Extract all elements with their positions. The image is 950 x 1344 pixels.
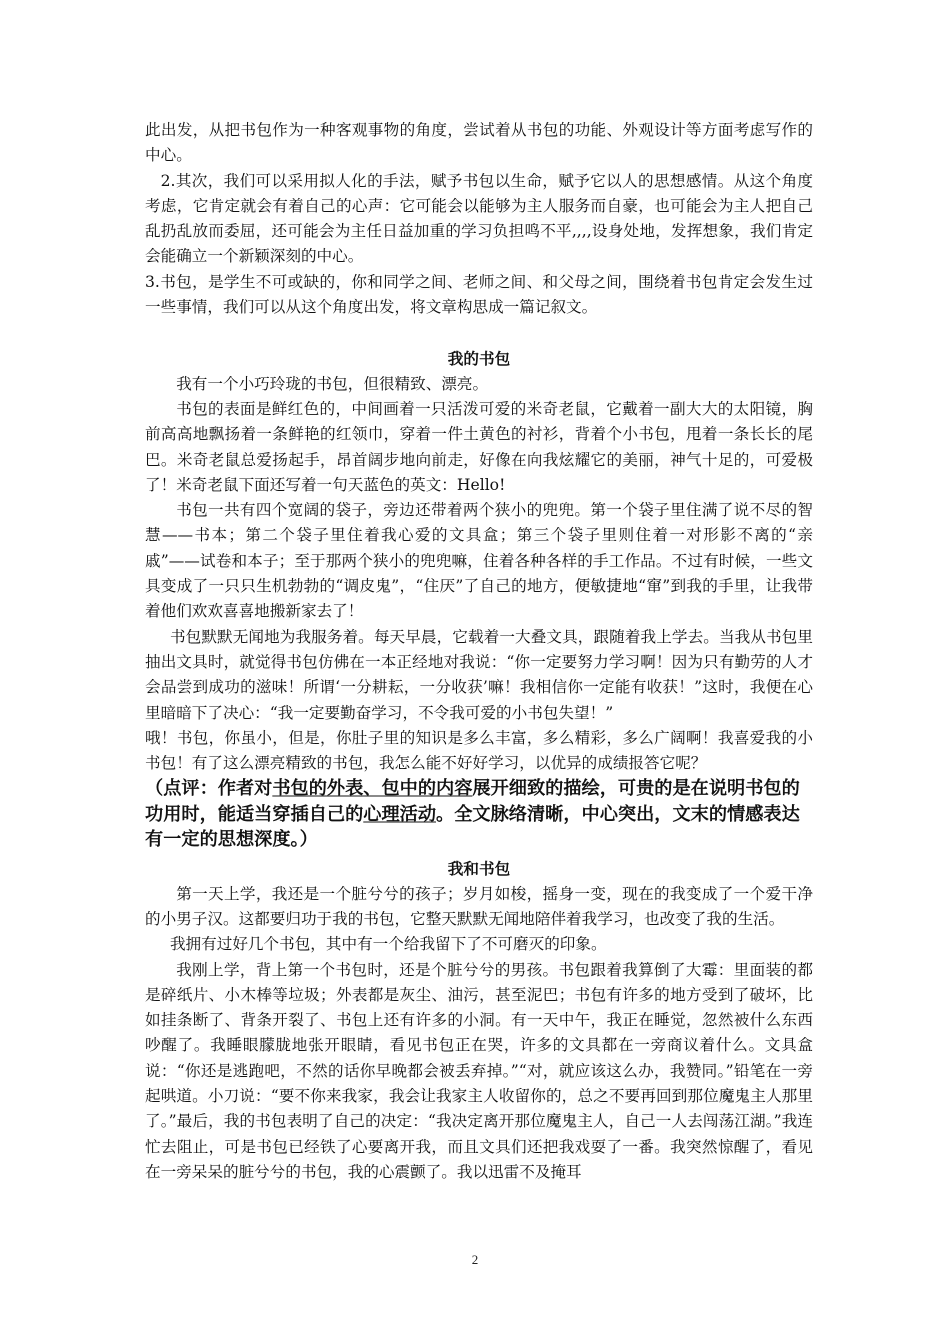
essay1-comment — [145, 776, 813, 852]
comment-part-a: （点评：作者对 — [145, 778, 273, 800]
comment-part-e: 。全文脉络清晰，中心突出，文末的情感表达有一定的思想深度。） — [145, 803, 800, 851]
page-number: 2 — [471, 1252, 479, 1267]
spacer — [145, 320, 813, 346]
essay1-paragraph-2: 书包的表面是鲜红色的，中间画着一只活泼可爱的米奇老鼠，它戴着一副大大的太阳镜，胸前高高地飘扬着一条鲜艳的红领巾，穿着一件土黄色的衬衫，背着个小书包，甩着一条长长的尾巴。米奇老鼠总爱扬起手，昂首阔步地向前走，好像在向我炫耀它的美丽，神气十足的，可爱极了！米奇老鼠下面还写着一句天蓝色的英文：Hello! — [145, 399, 813, 494]
intro-paragraph-3: 3.书包，是学生不可或缺的，你和同学之间、老师之间、和父母之间，围绕着书包肯定会发生过一些事情，我们可以从这个角度出发，将文章构思成一篇记叙文。 — [145, 272, 813, 317]
essay2-title: 我和书包 — [447, 859, 511, 879]
essay1-paragraph-5: 哦！书包，你虽小，但是，你肚子里的知识是多么丰富，多么精彩，多么广阔啊！我喜爱我的小书包！有了这么漂亮精致的书包，我怎么能不好好学习，以优异的成绩报答它呢？ — [145, 728, 813, 773]
document-page — [145, 118, 813, 1185]
comment-underline-2: 心理活动 — [363, 803, 437, 825]
essay2-paragraph-2: 我拥有过好几个书包，其中有一个给我留下了不可磨灭的印象。 — [169, 935, 607, 954]
essay1-title: 我的书包 — [447, 349, 511, 369]
intro-paragraph-1: 此出发，从把书包作为一种客观事物的角度，尝试着从书包的功能、外观设计等方面考虑写作的中心。 — [145, 121, 813, 165]
comment-underline-1: 书包的外表、包中的内容 — [272, 778, 473, 800]
comment-part-c: 展开细致的描绘，可贵的是在说明书包的功用时，能适当穿插自己的 — [145, 778, 800, 825]
essay1-paragraph-3: 书包一共有四个宽阔的袋子，旁边还带着两个狭小的兜兜。第一个袋子里住满了说不尽的智慧——书本；第二个袋子里住着我心爱的文具盒；第三个袋子里则住着一对形影不离的“亲戚”——试卷和本子；至于那两个狭小的兜兜嘛，住着各种各样的手工作品。不过有时候，一些文具变成了一只只生机勃勃的“调皮鬼”，“住厌”了自己的地方，便敏捷地“窜”到我的手里，让我带着他们欢欢喜喜地搬新家去了！ — [145, 501, 813, 621]
essay2-paragraph-3: 我刚上学，背上第一个书包时，还是个脏兮兮的男孩。书包跟着我算倒了大霉：里面装的都是碎纸片、小木棒等垃圾；外表都是灰尘、油污，甚至泥巴；书包有许多的地方受到了破坏，比如挂条断了、背条开裂了、书包上还有许多的小洞。有一天中午，我正在睡觉，忽然被什么东西吵醒了。我睡眼朦胧地张开眼睛，看见书包正在哭，许多的文具都在一旁商议着什么。文具盒说：“你还是逃跑吧，不然的话你早晚都会被丢弃掉。”“对，就应该这么办，我赞同。”铅笔在一旁起哄道。小刀说：“要不你来我家，我会让我家主人收留你的，总之不要再回到那位魔鬼主人那里了。”最后，我的书包表明了自己的决定：“我决定离开那位魔鬼主人，自己一人去闯荡江湖。”我连忙去阻止，可是书包已经铁了心要离开我，而且文具们还把我戏耍了一番。我突然惊醒了，看见在一旁呆呆的脏兮兮的书包，我的心震颤了。我以迅雷不及掩耳 — [145, 960, 813, 1181]
essay1-paragraph-1: 我有一个小巧玲珑的书包，但很精致、漂亮。 — [176, 374, 489, 393]
essay2-paragraph-1: 第一天上学，我还是一个脏兮兮的孩子；岁月如梭，摇身一变，现在的我变成了一个爱干净的小男子汉。这都要归功于我的书包，它整天默默无闻地陪伴着我学习，也改变了我的生活。 — [145, 884, 813, 928]
intro-paragraph-2: 2.其次，我们可以采用拟人化的手法，赋予书包以生命，赋予它以人的思想感情。从这个角度考虑，它肯定就会有着自己的心声：它可能会以能够为主人服务而自豪，也可能会为主人把自己乱扔乱放而委屈，还可能会为主任日益加重的学习负担鸣不平,,,,设身处地，发挥想象，我们肯定会能确立一个新颖深刻的中心。 — [145, 171, 813, 266]
essay1-paragraph-4: 书包默默无闻地为我服务着。每天早晨，它载着一大叠文具，跟随着我上学去。当我从书包里抽出文具时，就觉得书包仿佛在一本正经地对我说：“你一定要努力学习啊！因为只有勤劳的人才会品尝到成功的滋味！所谓‘一分耕耘，一分收获’嘛！我相信你一定能有收获！”这时，我便在心里暗暗下了决心：“我一定要勤奋学习，不令我可爱的小书包失望！” — [145, 627, 813, 722]
